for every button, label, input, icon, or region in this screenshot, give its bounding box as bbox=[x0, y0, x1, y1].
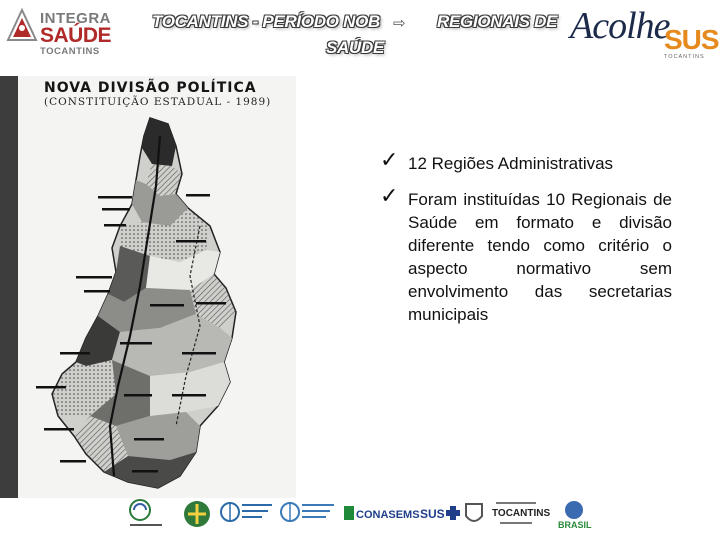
logo-line-saude: SAÚDE bbox=[40, 24, 112, 47]
logo-line-integra: INTEGRA bbox=[40, 10, 111, 27]
conasems-logo-icon bbox=[344, 496, 420, 532]
svg-text:SUS: SUS bbox=[420, 507, 445, 521]
bullet-list bbox=[380, 148, 672, 326]
cosems-logo-icon bbox=[182, 496, 212, 534]
tocantins-map-illustration bbox=[0, 76, 296, 498]
partner-logos-footer bbox=[126, 496, 598, 536]
bullet-item bbox=[380, 184, 672, 326]
page-title-part2: SAÚDE bbox=[326, 38, 385, 57]
svg-text:TOCANTINS: TOCANTINS bbox=[492, 508, 551, 519]
arrow-right-outline-icon: ⇨ bbox=[393, 15, 406, 32]
oms-logo-icon bbox=[280, 496, 340, 532]
bullet-item bbox=[380, 148, 672, 175]
map-image bbox=[0, 76, 296, 498]
map-subtitle: (CONSTITUIÇÃO ESTADUAL - 1989) bbox=[44, 96, 272, 108]
checkmark-icon: ✓ bbox=[380, 148, 399, 173]
page-title-part3: REGIONAIS DE bbox=[437, 12, 558, 31]
svg-text:BRASIL: BRASIL bbox=[558, 520, 592, 530]
page-title-part1: TOCANTINS - PERÍODO NOB bbox=[152, 12, 380, 31]
tocantins-logo-icon bbox=[490, 496, 551, 532]
ces-logo-icon bbox=[126, 496, 166, 532]
acolhe-wordmark: Acolhe bbox=[570, 5, 670, 47]
opas-logo-icon bbox=[220, 496, 276, 532]
svg-text:CONASEMS: CONASEMS bbox=[356, 509, 420, 521]
brasil-logo-icon bbox=[554, 496, 594, 532]
integra-saude-emblem-icon bbox=[4, 6, 40, 58]
acolhe-sus-logo bbox=[566, 4, 719, 68]
integra-saude-logo bbox=[4, 6, 116, 58]
sus-subtitle: TOCANTINS bbox=[664, 54, 705, 60]
bullet-text: Foram instituídas 10 Regionais de Saúde em formato e divisão diferente tendo como critério o aspecto normativo sem envolvimento das secretarias municipais bbox=[408, 190, 672, 324]
sus-logo-icon bbox=[420, 496, 460, 532]
logo-line-tocantins: TOCANTINS bbox=[40, 46, 100, 57]
map-title: NOVA DIVISÃO POLÍTICA bbox=[44, 80, 257, 96]
checkmark-icon: ✓ bbox=[380, 184, 399, 209]
bullet-text: 12 Regiões Administrativas bbox=[408, 154, 614, 173]
shield-logo-icon bbox=[464, 496, 484, 532]
sus-wordmark: SUS bbox=[664, 24, 719, 55]
